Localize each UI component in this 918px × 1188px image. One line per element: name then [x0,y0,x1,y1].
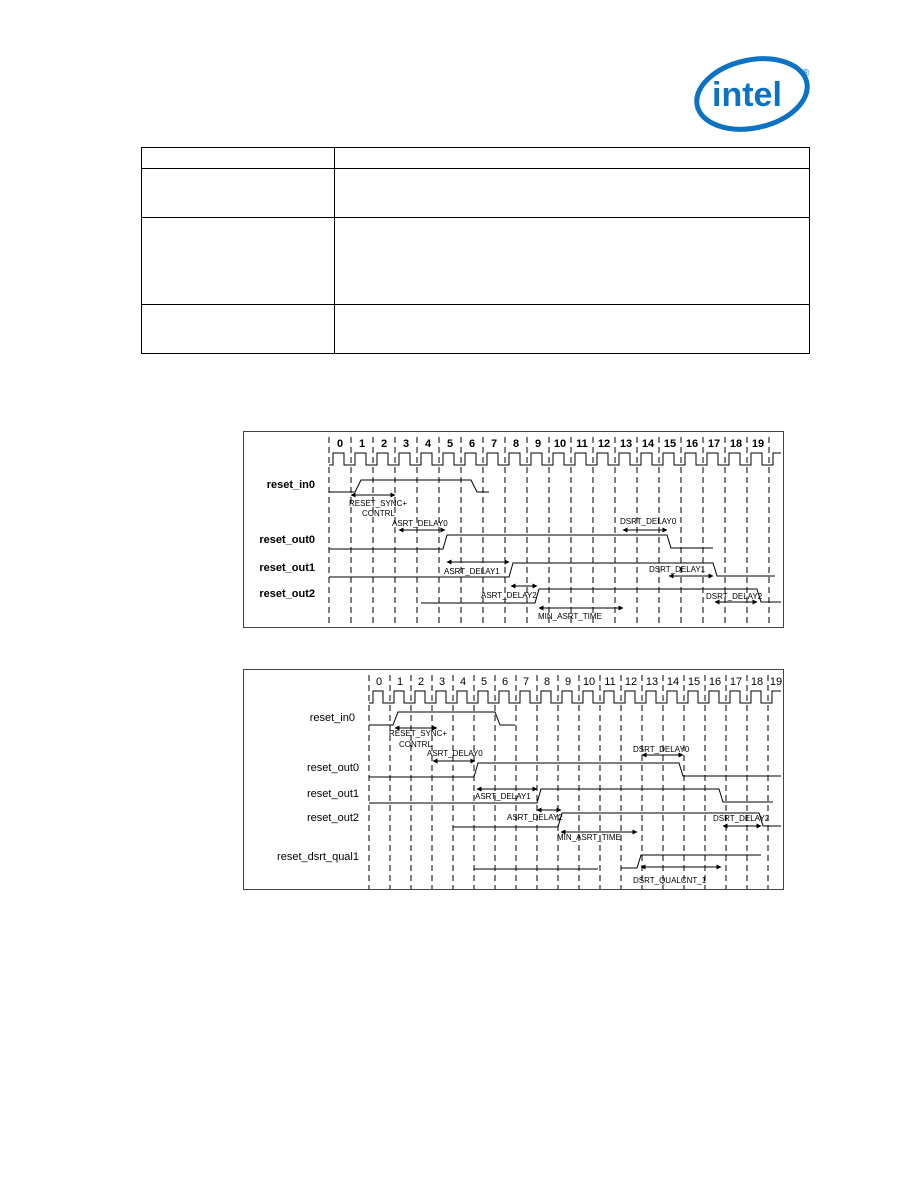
cycle-label: 15 [687,676,701,688]
annotation: ASRT_DELAY1 [475,792,531,801]
cycle-label: 11 [576,438,588,450]
cycle-label: 0 [336,438,344,450]
annotation: ASRT_DELAY1 [444,567,500,576]
annotation: DSRT_DELAY2 [706,592,763,601]
parameter-table [141,147,810,354]
signal-label: reset_dsrt_qual1 [277,851,359,863]
cycle-label: 3 [402,438,410,450]
cycle-label: 19 [751,438,765,450]
cycle-label: 8 [543,676,551,688]
cycle-label: 13 [645,676,659,688]
table-cell [142,148,335,169]
annotation: RESET_SYNC+ [349,499,408,508]
cycle-label: 19 [769,676,783,688]
intel-logo [690,50,816,138]
cycle-label: 0 [375,676,383,688]
table-cell [335,218,810,305]
signal-label: reset_out2 [307,812,359,824]
annotation: DSRT_DELAY1 [649,565,706,574]
cycle-label: 9 [534,438,542,450]
cycle-label: 1 [358,438,366,450]
cycle-label: 5 [480,676,488,688]
annotation: CONTRL [362,509,395,518]
cycle-label: 10 [553,438,567,450]
signal-label: reset_in0 [309,712,355,724]
timing-diagram-1 [243,431,784,628]
annotation: DSRT_DELAY2 [713,814,770,823]
annotation: MIN_ASRT_TIME [538,612,602,621]
signal-label: reset_out0 [259,534,315,546]
logo-wordmark: intel [712,76,782,114]
table-cell [142,169,335,218]
signal-label: reset_out2 [259,588,315,600]
signal-label: reset_out0 [307,762,359,774]
signal-label: reset_out1 [307,788,359,800]
cycle-label: 14 [641,438,655,450]
cycle-label: 16 [685,438,699,450]
cycle-label: 6 [501,676,509,688]
cycle-label: 10 [582,676,596,688]
table-cell [142,305,335,354]
annotation: DSRT_DELAY0 [633,745,690,754]
annotation: DSRT_QUALCNT_1 [633,876,707,885]
cycle-label: 2 [417,676,425,688]
annotation: ASRT_DELAY0 [392,519,448,528]
annotation: ASRT_DELAY0 [427,749,483,758]
signal-label: reset_in0 [266,479,315,491]
annotation: ASRT_DELAY2 [507,813,563,822]
cycle-label: 6 [468,438,476,450]
cycle-label: 7 [490,438,498,450]
cycle-label: 9 [564,676,572,688]
cycle-label: 12 [624,676,638,688]
cycle-label: 4 [459,676,467,688]
annotation: RESET_SYNC+ [389,729,448,738]
cycle-label: 5 [446,438,454,450]
cycle-label: 8 [512,438,520,450]
cycle-label: 12 [597,438,611,450]
table-row [142,169,810,218]
table-row [142,148,810,169]
signal-label: reset_out1 [259,562,315,574]
cycle-label: 15 [663,438,677,450]
cycle-label: 17 [707,438,721,450]
cycle-label: 17 [729,676,743,688]
cycle-label: 16 [708,676,722,688]
annotation: CONTRL [399,740,432,749]
annotation: DSRT_DELAY0 [620,517,677,526]
cycle-label: 7 [522,676,530,688]
timing-diagram-2 [243,669,784,890]
cycle-label: 4 [424,438,432,450]
table-row [142,305,810,354]
cycle-label: 18 [729,438,743,450]
annotation: ASRT_DELAY2 [481,591,537,600]
cycle-label: 3 [438,676,446,688]
cycle-label: 1 [396,676,404,688]
logo-trademark: ® [802,68,810,79]
cycle-label: 14 [666,676,680,688]
cycle-label: 2 [380,438,388,450]
cycle-label: 18 [750,676,764,688]
annotation: MIN_ASRT_TIME [557,833,621,842]
table-cell [142,218,335,305]
table-cell [335,305,810,354]
cycle-label: 11 [604,676,616,688]
table-cell [335,148,810,169]
cycle-label: 13 [619,438,633,450]
table-cell [335,169,810,218]
table-row [142,218,810,305]
